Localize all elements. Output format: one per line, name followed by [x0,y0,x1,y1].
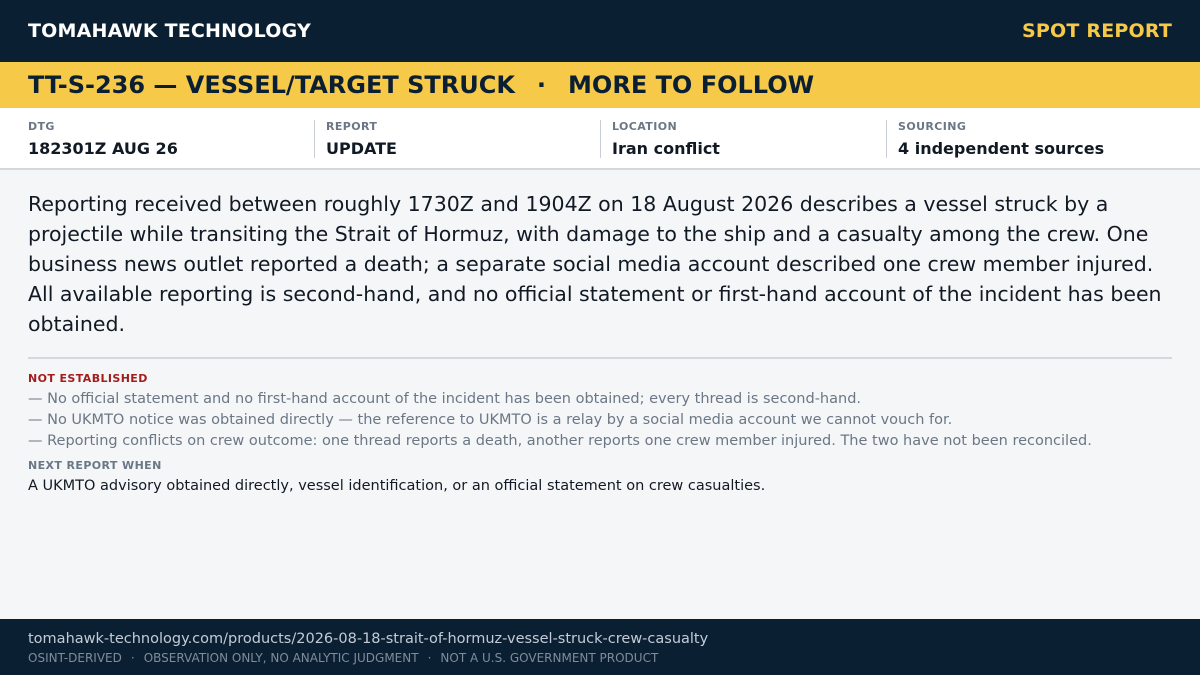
not-established-list [28,389,1178,452]
brand-name: TOMAHAWK TECHNOLOGY [28,20,311,42]
list-item: — Reporting conflicts on crew outcome: one thread reports a death, another reports one crew member injured. The two have not been reconciled. [28,433,1092,449]
footer-tag: OBSERVATION ONLY, NO ANALYTIC JUDGMENT [143,651,419,665]
report-title-banner [0,62,1200,108]
meta-value: 4 independent sources [898,139,1105,158]
report-id-title: TT-S-236 — VESSEL/TARGET STRUCK [28,71,515,99]
report-footer [0,619,1200,675]
meta-value: Iran conflict [612,139,720,158]
report-summary: Reporting received between roughly 1730Z and 1904Z on 18 August 2026 describes a vessel struck by a projectile while transiting the Strait of Hormuz, with damage to the ship and a casualty among the crew. One business news outlet reported a death; a separate social media account described one crew member injured. All available reporting is second-hand, and no official statement or first-hand account of the incident has been obtained. [28,192,1162,336]
report-header [0,0,1200,62]
not-established-heading: NOT ESTABLISHED [28,372,148,385]
footer-separator: · [130,651,135,665]
report-type-label: SPOT REPORT [1022,20,1172,42]
meta-dtg [28,120,314,158]
list-item: — No official statement and no first-hand account of the incident has been obtained; every thread is second-hand. [28,391,862,407]
meta-label: DTG [28,120,55,133]
product-url: tomahawk-technology.com/products/2026-08-18-strait-of-hormuz-vessel-struck-crew-casualty [28,631,709,647]
section-divider [28,357,1172,359]
meta-value: 182301Z AUG 26 [28,139,178,158]
footer-tag: OSINT-DERIVED [28,651,122,665]
meta-label: REPORT [326,120,378,133]
next-report-heading: NEXT REPORT WHEN [28,459,162,472]
report-status: MORE TO FOLLOW [568,71,815,99]
meta-label: SOURCING [898,120,967,133]
meta-value: UPDATE [326,139,397,158]
banner-separator: · [536,71,547,99]
meta-report [314,120,600,158]
footer-separator: · [427,651,432,665]
report-metadata-bar [0,108,1200,170]
meta-label: LOCATION [612,120,678,133]
meta-location [600,120,886,158]
footer-tags [28,650,1172,666]
next-report-text: A UKMTO advisory obtained directly, vessel identification, or an official statement on crew casualties. [28,478,766,494]
meta-sourcing [886,120,1172,158]
list-item: — No UKMTO notice was obtained directly — the reference to UKMTO is a relay by a social media account we cannot vouch for. [28,412,953,428]
footer-tag: NOT A U.S. GOVERNMENT PRODUCT [440,651,659,665]
